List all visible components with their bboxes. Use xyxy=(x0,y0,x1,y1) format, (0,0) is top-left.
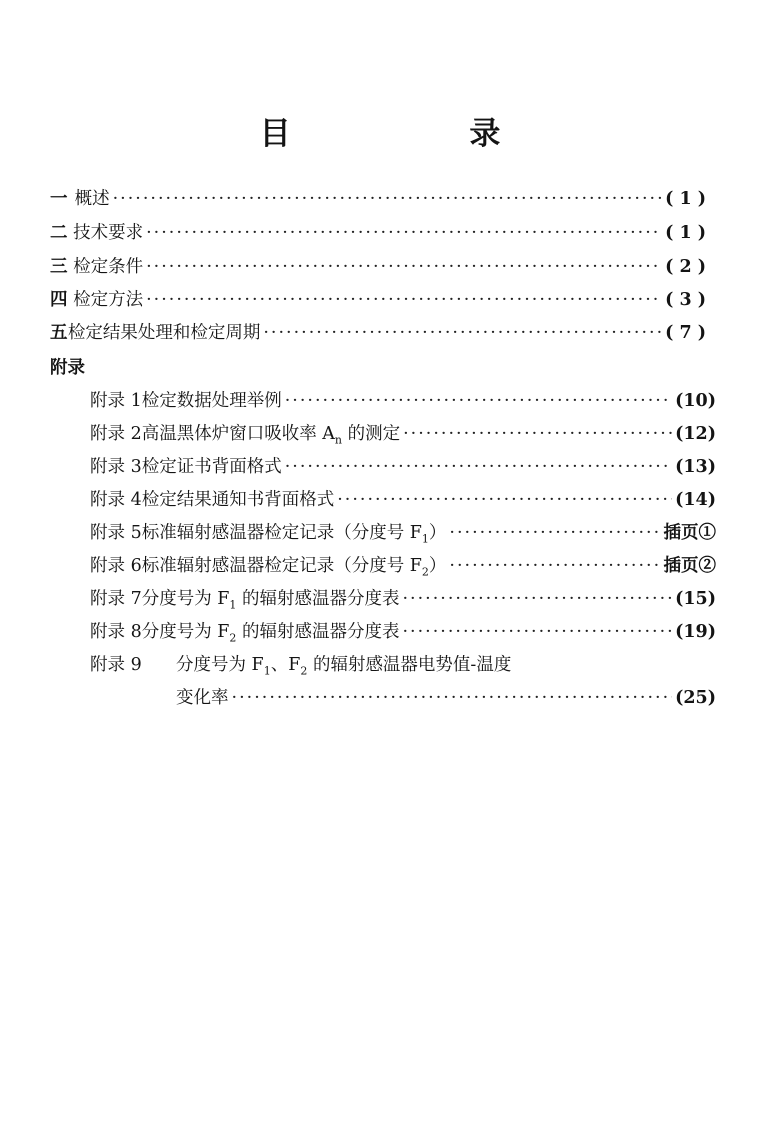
section-label: 技术要求 xyxy=(73,223,144,243)
section-number: 一 xyxy=(50,189,68,209)
appendix-label: 附录 4 xyxy=(90,490,142,510)
appendix-title: 标准辐射感温器检定记录（分度号 $F_2$） xyxy=(141,556,447,579)
leader-dots xyxy=(285,388,672,414)
appendix-label: 附录 8 xyxy=(90,622,142,642)
appendix-entry-9 xyxy=(90,652,716,678)
page-reference: ( 1 ) xyxy=(665,189,706,209)
appendix-title: 高温黑体炉窗口吸收率 $A_n$ 的测定 xyxy=(141,424,401,447)
appendix-entry-4 xyxy=(90,487,716,513)
page-reference: (13) xyxy=(675,457,716,477)
page-reference: ( 2 ) xyxy=(665,257,706,277)
leader-dots xyxy=(402,619,672,645)
leader-dots xyxy=(232,685,673,711)
page-reference: ( 1 ) xyxy=(665,223,706,243)
appendix-title: 检定数据处理举例 xyxy=(141,391,282,411)
appendix-title: 检定证书背面格式 xyxy=(141,457,282,477)
leader-dots xyxy=(403,421,672,447)
appendix-entry-7 xyxy=(90,586,716,612)
appendix-entry-8 xyxy=(90,619,716,645)
section-label: 检定结果处理和检定周期 xyxy=(67,323,261,343)
appendix-heading: 附录 xyxy=(50,358,85,378)
section-number: 三 xyxy=(50,257,68,277)
appendix-title: 分度号为 $F_1$、$F_2$ 的辐射感温器电势值-温度 xyxy=(176,655,512,678)
section-label: 检定方法 xyxy=(73,290,144,310)
appendix-entry-1 xyxy=(90,388,716,414)
appendix-title: 分度号为 $F_2$ 的辐射感温器分度表 xyxy=(141,622,400,645)
section-number: 五 xyxy=(50,323,68,343)
page-reference: (19) xyxy=(675,622,716,642)
leader-dots xyxy=(402,586,672,612)
toc-entry-1 xyxy=(50,186,706,212)
appendix-entry-2 xyxy=(90,421,716,447)
toc-entry-4 xyxy=(50,287,706,313)
page-reference: (12) xyxy=(675,424,716,444)
section-label: 概述 xyxy=(74,189,110,209)
appendix-title: 标准辐射感温器检定记录（分度号 $F_1$） xyxy=(141,523,447,546)
leader-dots xyxy=(146,254,662,280)
appendix-title: 检定结果通知书背面格式 xyxy=(141,490,335,510)
appendix-entry-3 xyxy=(90,454,716,480)
page-reference: ( 3 ) xyxy=(665,290,706,310)
page-reference: (10) xyxy=(675,391,716,411)
leader-dots xyxy=(146,287,662,313)
page-title: 目 录 xyxy=(259,116,585,152)
appendix-label: 附录 5 xyxy=(90,523,142,543)
appendix-label: 附录 6 xyxy=(90,556,142,576)
page-reference: (14) xyxy=(675,490,716,510)
leader-dots xyxy=(449,520,660,546)
toc-entry-3 xyxy=(50,254,706,280)
page-reference: (15) xyxy=(675,589,716,609)
appendix-label: 附录 3 xyxy=(90,457,142,477)
appendix-title: 分度号为 $F_1$ 的辐射感温器分度表 xyxy=(141,589,400,612)
appendix-label: 附录 7 xyxy=(90,589,142,609)
appendix-label: 附录 1 xyxy=(90,391,142,411)
appendix-entry-6 xyxy=(90,553,716,579)
leader-dots xyxy=(285,454,672,480)
leader-dots xyxy=(449,553,660,579)
toc-entry-5 xyxy=(50,320,706,346)
page-reference: (25) xyxy=(675,688,716,708)
section-number: 二 xyxy=(50,223,68,243)
page-reference: ( 7 ) xyxy=(665,323,706,343)
appendix-entry-9-continuation xyxy=(176,685,716,711)
toc-entry-2 xyxy=(50,220,706,246)
leader-dots xyxy=(113,186,662,212)
page-reference: 插页① xyxy=(663,523,716,543)
appendix-label: 附录 2 xyxy=(90,424,142,444)
appendix-title-continuation: 变化率 xyxy=(176,688,229,708)
appendix-entry-5 xyxy=(90,520,716,546)
page-reference: 插页② xyxy=(663,556,716,576)
leader-dots xyxy=(263,320,662,346)
leader-dots xyxy=(337,487,672,513)
appendix-label: 附录 9 xyxy=(90,655,142,675)
section-label: 检定条件 xyxy=(73,257,144,277)
section-number: 四 xyxy=(50,290,68,310)
leader-dots xyxy=(146,220,662,246)
